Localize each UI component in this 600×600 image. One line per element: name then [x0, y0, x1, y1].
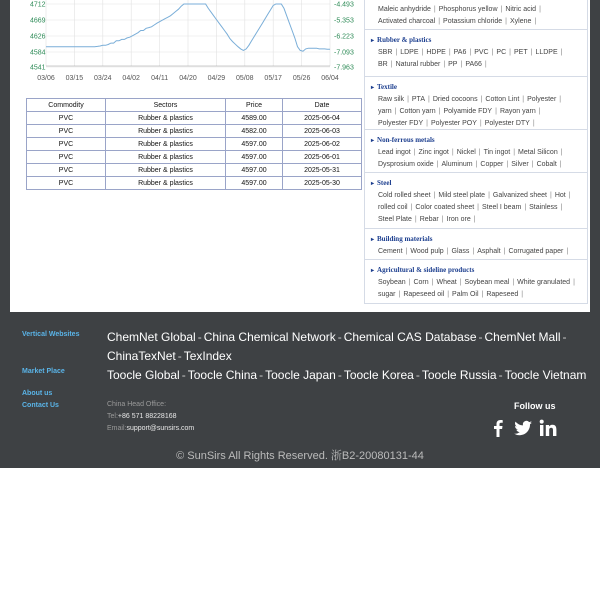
cell-sector: Rubber & plastics	[106, 112, 226, 125]
commodity-link[interactable]: PC	[496, 49, 507, 56]
separator: -	[197, 330, 202, 344]
category-title-text: Rubber & plastics	[377, 36, 432, 44]
table-row[interactable]	[27, 138, 362, 151]
commodity-link[interactable]: Color coated sheet	[415, 204, 475, 211]
price-chart	[10, 0, 364, 88]
y-tick-right: -6.223	[334, 33, 354, 41]
commodity-link[interactable]: Activated charcoal	[378, 18, 436, 25]
separator: |	[438, 108, 441, 115]
separator: -	[478, 330, 483, 344]
separator: |	[506, 161, 509, 168]
commodity-link[interactable]: Tin ingot	[483, 149, 511, 156]
site-link[interactable]: Toocle Japan	[265, 368, 336, 382]
triangle-right-icon: ▸	[371, 181, 375, 187]
y-tick-right: -7.093	[334, 49, 354, 57]
separator: |	[441, 216, 444, 223]
category-title[interactable]	[371, 235, 432, 243]
table-row[interactable]	[27, 177, 362, 190]
commodity-link[interactable]: Rayon yarn	[499, 108, 536, 115]
x-tick-label: 05/26	[292, 75, 311, 82]
category-title[interactable]	[371, 83, 397, 91]
category-line	[378, 106, 584, 118]
commodity-link[interactable]: PVC	[474, 49, 489, 56]
y-tick-left: 4541	[30, 64, 46, 72]
email	[107, 425, 194, 432]
cell-sector: Rubber & plastics	[106, 151, 226, 164]
commodity-link[interactable]: LLDPE	[535, 49, 558, 56]
category-block	[365, 0, 587, 30]
vertical-sites-row-2	[107, 349, 232, 363]
commodity-link[interactable]: Glass	[451, 248, 470, 255]
separator: |	[421, 49, 424, 56]
separator: |	[433, 192, 436, 199]
separator: |	[390, 61, 393, 68]
commodity-link[interactable]: LDPE	[400, 49, 419, 56]
cell-price: 4589.00	[226, 112, 283, 125]
category-line	[378, 277, 584, 289]
separator: |	[530, 49, 533, 56]
commodity-link[interactable]: Zinc ingot	[418, 149, 449, 156]
category-line	[378, 202, 584, 214]
site-link[interactable]: Toocle Russia	[421, 368, 497, 382]
commodity-link[interactable]: Maleic anhydride	[378, 6, 431, 13]
commodity-link[interactable]: Corn	[413, 279, 429, 286]
tel-value: +86 571 88228168	[117, 413, 177, 420]
x-tick-label: 03/24	[94, 75, 112, 82]
category-title[interactable]	[371, 266, 474, 274]
category-title[interactable]	[371, 36, 431, 44]
cell-commodity: PVC	[27, 177, 106, 190]
cell-date: 2025-06-04	[283, 112, 362, 125]
follow-us-title: Follow us	[514, 401, 556, 411]
separator: |	[484, 61, 487, 68]
separator: |	[395, 49, 398, 56]
separator: |	[407, 96, 409, 103]
separator: |	[459, 279, 462, 286]
vertical-sites-row-1	[107, 330, 569, 344]
commodity-link[interactable]: Cotton Lint	[485, 96, 520, 103]
commodity-link[interactable]: PP	[448, 61, 458, 68]
category-block	[365, 173, 587, 229]
category-title-text: Textile	[377, 83, 397, 91]
commodity-link[interactable]: Potassium chloride	[443, 18, 503, 25]
site-link[interactable]: Chemical CAS Database	[343, 330, 477, 344]
table-header-date: Date	[283, 99, 362, 112]
separator: |	[447, 291, 450, 298]
separator: |	[414, 216, 417, 223]
commodity-link[interactable]: Soybean meal	[464, 279, 510, 286]
commodity-link[interactable]: Rebar	[419, 216, 439, 223]
separator: |	[573, 279, 575, 286]
category-line	[378, 190, 584, 202]
facebook-icon[interactable]	[488, 418, 508, 438]
separator: |	[410, 204, 413, 211]
commodity-link[interactable]: PA6	[453, 49, 467, 56]
site-link[interactable]: ChinaTexNet	[107, 349, 176, 363]
y-tick-left: 4584	[30, 49, 46, 57]
linkedin-icon[interactable]	[538, 418, 558, 438]
separator: |	[413, 149, 416, 156]
commodity-link[interactable]: Cotton yarn	[399, 108, 436, 115]
commodity-link[interactable]: Rapeseed	[486, 291, 519, 298]
x-tick-label: 03/06	[37, 75, 55, 82]
category-line	[378, 159, 584, 171]
separator: |	[500, 6, 503, 13]
separator: |	[522, 96, 525, 103]
price-table	[26, 98, 362, 190]
x-tick-label: 04/29	[207, 75, 226, 82]
table-header-commodity: Commodity	[27, 99, 106, 112]
site-link[interactable]: Toocle Global	[107, 368, 180, 382]
category-block	[365, 30, 587, 77]
category-line	[378, 118, 584, 130]
about-us-link[interactable]: About us	[22, 390, 53, 397]
category-sidebar	[364, 0, 588, 304]
head-office-label: China Head Office:	[107, 401, 167, 408]
separator: |	[509, 49, 511, 56]
category-block	[365, 130, 587, 173]
commodity-link[interactable]: Aluminum	[441, 161, 473, 168]
commodity-link[interactable]: BR	[378, 61, 388, 68]
cell-date: 2025-06-01	[283, 151, 362, 164]
x-tick-label: 05/08	[236, 75, 254, 82]
cell-price: 4597.00	[226, 164, 283, 177]
commodity-link[interactable]: Wheat	[436, 279, 457, 286]
commodity-link[interactable]: White granulated	[517, 279, 571, 286]
market-place-link[interactable]: Market Place	[22, 368, 65, 375]
y-tick-right: -7.963	[334, 64, 354, 72]
y-tick-right: -4.493	[334, 1, 354, 9]
commodity-link[interactable]: Natural rubber	[395, 61, 441, 68]
separator: |	[560, 49, 563, 56]
commodity-link[interactable]: Cement	[378, 248, 403, 255]
table-row[interactable]	[27, 112, 362, 125]
site-link[interactable]: ChemNet Mall	[484, 330, 561, 344]
commodity-link[interactable]: Iron ore	[446, 216, 471, 223]
separator: -	[415, 368, 420, 382]
tel-label: Tel:	[107, 413, 118, 420]
commodity-link[interactable]: Metal Silicon	[518, 149, 558, 156]
vertical-websites-link[interactable]: Vertical Websites	[22, 331, 80, 338]
triangle-right-icon: ▸	[371, 237, 375, 243]
separator: |	[480, 96, 483, 103]
separator: |	[534, 18, 537, 25]
separator: |	[560, 204, 563, 211]
separator: |	[488, 192, 490, 199]
separator: |	[559, 161, 562, 168]
cell-commodity: PVC	[27, 112, 106, 125]
y-tick-right: -5.353	[334, 17, 354, 25]
commodity-link[interactable]: Corrugated paper	[508, 248, 564, 255]
commodity-link[interactable]: Mild steel plate	[438, 192, 486, 199]
separator: |	[405, 248, 408, 255]
commodity-link[interactable]: Polyester DTY	[484, 120, 530, 127]
separator: |	[532, 120, 535, 127]
cell-date: 2025-06-02	[283, 138, 362, 151]
site-link[interactable]: Toocle China	[187, 368, 258, 382]
commodity-link[interactable]: Copper	[480, 161, 504, 168]
commodity-link[interactable]: yarn	[378, 108, 392, 115]
cell-sector: Rubber & plastics	[106, 125, 226, 138]
site-link[interactable]: TexIndex	[183, 349, 232, 363]
separator: |	[505, 18, 507, 25]
separator: |	[512, 279, 515, 286]
separator: |	[477, 204, 479, 211]
separator: |	[521, 291, 524, 298]
commodity-link[interactable]: Raw silk	[378, 96, 405, 103]
separator: |	[495, 108, 497, 115]
separator: |	[472, 248, 475, 255]
separator: |	[478, 149, 481, 156]
category-line	[378, 246, 584, 258]
cell-commodity: PVC	[27, 151, 106, 164]
separator: |	[491, 49, 494, 56]
separator: -	[177, 349, 182, 363]
category-line	[378, 59, 584, 71]
category-block	[365, 229, 587, 260]
separator: |	[394, 108, 397, 115]
separator: -	[562, 330, 567, 344]
commodity-link[interactable]: Polyester FDY	[378, 120, 424, 127]
commodity-link[interactable]: Hot	[554, 192, 566, 199]
separator: |	[428, 96, 430, 103]
triangle-right-icon: ▸	[371, 138, 375, 144]
category-title-text: Agricultural & sideline products	[377, 266, 475, 274]
y-tick-left: 4626	[30, 33, 46, 41]
commodity-link[interactable]: Polyamide FDY	[443, 108, 493, 115]
commodity-link[interactable]: Cobalt	[536, 161, 557, 168]
category-line	[378, 214, 584, 226]
commodity-link[interactable]: Cold rolled sheet	[378, 192, 431, 199]
cell-date: 2025-06-03	[283, 125, 362, 138]
separator: -	[181, 368, 186, 382]
commodity-link[interactable]: Palm Oil	[452, 291, 479, 298]
commodity-link[interactable]: Dysprosium oxide	[378, 161, 434, 168]
separator: |	[431, 279, 434, 286]
x-tick-label: 04/20	[179, 75, 197, 82]
commodity-link[interactable]: Rapeseed oil	[403, 291, 445, 298]
cell-sector: Rubber & plastics	[106, 164, 226, 177]
category-block	[365, 77, 587, 130]
x-tick-label: 05/17	[264, 75, 282, 82]
cell-commodity: PVC	[27, 125, 106, 138]
category-title[interactable]	[371, 136, 435, 144]
commodity-link[interactable]: PA66	[465, 61, 482, 68]
commodity-link[interactable]: Polyester	[527, 96, 557, 103]
x-tick-label: 06/04	[321, 75, 339, 82]
cell-date: 2025-05-30	[283, 177, 362, 190]
x-tick-label: 04/11	[151, 75, 169, 82]
category-title-text: Building materials	[377, 235, 433, 243]
table-row[interactable]	[27, 125, 362, 138]
cell-date: 2025-05-31	[283, 164, 362, 177]
category-title-text: Steel	[377, 179, 392, 187]
commodity-link[interactable]: Polyester POY	[430, 120, 477, 127]
market-sites-row	[107, 368, 586, 382]
separator: |	[460, 61, 463, 68]
separator: |	[443, 61, 446, 68]
category-line	[378, 94, 584, 106]
commodity-link[interactable]: Xylene	[510, 18, 532, 25]
separator: |	[475, 161, 478, 168]
table-header-sectors: Sectors	[106, 99, 226, 112]
table-row[interactable]	[27, 164, 362, 177]
separator: |	[549, 192, 552, 199]
separator: |	[426, 120, 428, 127]
commodity-link[interactable]: Asphalt	[477, 248, 501, 255]
commodity-link[interactable]: HDPE	[426, 49, 446, 56]
twitter-icon[interactable]	[513, 418, 533, 438]
separator: |	[398, 291, 401, 298]
cell-commodity: PVC	[27, 164, 106, 177]
cell-sector: Rubber & plastics	[106, 177, 226, 190]
separator: -	[498, 368, 503, 382]
cell-commodity: PVC	[27, 138, 106, 151]
separator: |	[513, 149, 516, 156]
separator: |	[539, 6, 541, 13]
email-label: Email:	[107, 425, 127, 432]
separator: |	[538, 108, 541, 115]
triangle-right-icon: ▸	[371, 85, 375, 91]
separator: |	[408, 279, 411, 286]
site-link[interactable]: Toocle Korea	[343, 368, 414, 382]
separator: |	[436, 161, 439, 168]
y-tick-left: 4712	[30, 1, 46, 9]
cell-price: 4597.00	[226, 177, 283, 190]
commodity-link[interactable]: Nickel	[456, 149, 476, 156]
separator: -	[337, 368, 342, 382]
separator: |	[451, 149, 454, 156]
table-header-price: Price	[226, 99, 283, 112]
separator: |	[559, 96, 562, 103]
copyright-text: © SunSirs All Rights Reserved. 浙B2-20080131-44	[176, 450, 424, 462]
separator: |	[481, 291, 484, 298]
email-value[interactable]: support@sunsirs.com	[126, 425, 195, 432]
table-header-row	[27, 99, 362, 112]
triangle-right-icon: ▸	[371, 268, 375, 274]
commodity-link[interactable]: Steel Plate	[378, 216, 412, 223]
separator: |	[473, 216, 476, 223]
commodity-link[interactable]: rolled coil	[378, 204, 408, 211]
cell-price: 4582.00	[226, 125, 283, 138]
commodity-link[interactable]: PTA	[411, 96, 425, 103]
separator: |	[469, 49, 472, 56]
separator: |	[566, 248, 569, 255]
commodity-link[interactable]: Silver	[511, 161, 529, 168]
separator: |	[524, 204, 527, 211]
category-block	[365, 260, 587, 304]
commodity-link[interactable]: Soybean	[378, 279, 406, 286]
separator: |	[438, 18, 441, 25]
contact-us-link[interactable]: Contact Us	[22, 402, 59, 409]
separator: |	[531, 161, 534, 168]
triangle-right-icon: ▸	[371, 38, 375, 44]
category-line	[378, 16, 584, 28]
separator: |	[560, 149, 563, 156]
commodity-link[interactable]: sugar	[378, 291, 396, 298]
commodity-link[interactable]: Wood pulp	[410, 248, 444, 255]
site-link[interactable]: ChemNet Global	[107, 330, 196, 344]
telephone	[107, 413, 177, 420]
separator: |	[433, 6, 436, 13]
x-tick-label: 04/02	[122, 75, 140, 82]
commodity-link[interactable]: Lead ingot	[378, 149, 411, 156]
category-line	[378, 47, 584, 59]
category-title-text: Non-ferrous metals	[377, 136, 435, 144]
cell-price: 4597.00	[226, 138, 283, 151]
separator: |	[479, 120, 482, 127]
x-tick-label: 03/15	[65, 75, 84, 82]
separator: -	[337, 330, 342, 344]
site-link[interactable]: Toocle Vietnam	[504, 368, 587, 382]
separator: |	[503, 248, 506, 255]
commodity-link[interactable]: PET	[513, 49, 528, 56]
commodity-link[interactable]: Nitric acid	[505, 6, 537, 13]
separator: |	[446, 248, 449, 255]
category-line	[378, 147, 584, 159]
cell-sector: Rubber & plastics	[106, 138, 226, 151]
commodity-link[interactable]: Dried cocoons	[432, 96, 478, 103]
commodity-link[interactable]: Steel I beam	[482, 204, 522, 211]
commodity-link[interactable]: Galvanized sheet	[492, 192, 547, 199]
separator: |	[568, 192, 571, 199]
category-title[interactable]	[371, 179, 391, 187]
separator: |	[448, 49, 451, 56]
commodity-link[interactable]: Phosphorus yellow	[438, 6, 498, 13]
commodity-link[interactable]: SBR	[378, 49, 393, 56]
separator: -	[259, 368, 264, 382]
table-row[interactable]	[27, 151, 362, 164]
category-line	[378, 289, 584, 301]
y-tick-left: 4669	[30, 17, 46, 25]
commodity-link[interactable]: Stainless	[529, 204, 558, 211]
cell-price: 4597.00	[226, 151, 283, 164]
site-link[interactable]: China Chemical Network	[203, 330, 336, 344]
category-line	[378, 4, 584, 16]
